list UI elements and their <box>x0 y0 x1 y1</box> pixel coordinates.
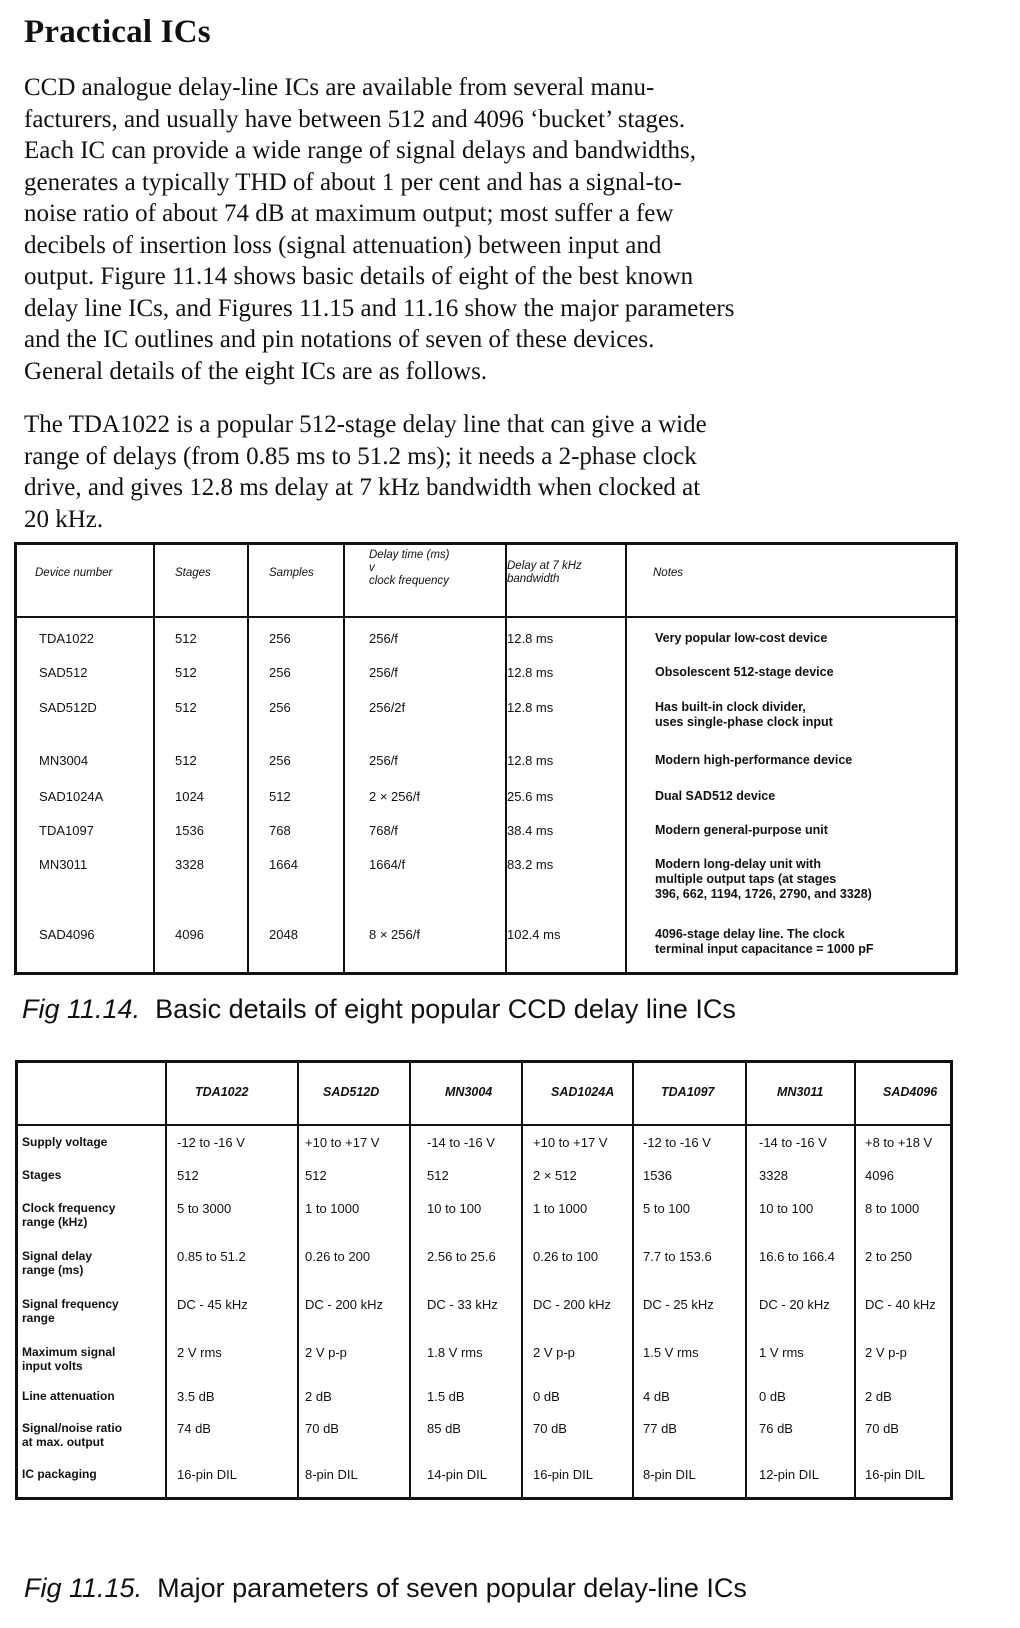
t1-d7-cell: 102.4 ms <box>507 927 561 942</box>
t1-stages-cell: 512 <box>175 700 197 715</box>
t2-value-cell: -14 to -16 V <box>759 1135 827 1150</box>
t2-value-cell: 2 to 250 <box>865 1249 912 1264</box>
t2-value-cell: 70 dB <box>865 1421 899 1436</box>
para1-line: noise ratio of about 74 dB at maximum output; most suffer a few <box>24 200 674 227</box>
t2-value-cell: 1.8 V rms <box>427 1345 483 1360</box>
para1-line: facturers, and usually have between 512 and 4096 ‘bucket’ stages. <box>24 105 686 133</box>
t2-value-cell: 1 V rms <box>759 1345 804 1360</box>
t2-value-cell: 12-pin DIL <box>759 1467 819 1482</box>
para1-line: Each IC can provide a wide range of signal delays and bandwidths, <box>24 137 697 164</box>
para1-line: and the IC outlines and pin notations of seven of these devices. <box>24 326 655 353</box>
t2-value-cell: DC - 40 kHz <box>865 1297 936 1312</box>
t2-value-cell: 0.85 to 51.2 <box>177 1249 246 1264</box>
figure-11-14-caption: Fig 11.14. Basic details of eight popular CCD delay line ICs <box>22 994 736 1024</box>
t2-value-cell: 3328 <box>759 1168 788 1183</box>
t2-value-cell: 0 dB <box>533 1389 560 1404</box>
t1-notes-cell: Modern long-delay unit with multiple output taps (at stages 396, 662, 1194, 1726, 2790, and 3328) <box>655 857 872 901</box>
t2-value-cell: 0.26 to 100 <box>533 1249 599 1264</box>
t1-stages-cell: 1536 <box>175 823 204 838</box>
t1-notes-cell: Modern general-purpose unit <box>655 823 828 837</box>
t2-value-cell: 14-pin DIL <box>427 1467 487 1482</box>
header-samples: Samples <box>269 567 314 579</box>
t2-value-cell: 4096 <box>865 1168 894 1183</box>
t2-value-cell: 8-pin DIL <box>643 1467 696 1482</box>
t1-device-cell: SAD1024A <box>39 789 104 804</box>
t2-value-cell: -12 to -16 V <box>643 1135 711 1150</box>
t1-stages-cell: 3328 <box>175 857 204 872</box>
t1-device-cell: TDA1022 <box>39 631 94 646</box>
t2-row-label: Signal/noise ratio at max. output <box>22 1421 123 1449</box>
t2-value-cell: 77 dB <box>643 1421 677 1436</box>
t1-device-cell: SAD512 <box>39 665 88 680</box>
t2-value-cell: 2 × 512 <box>533 1168 577 1183</box>
t2-row-label: Supply voltage <box>22 1135 108 1149</box>
t2-value-cell: 10 to 100 <box>759 1201 814 1216</box>
t2-column-header: TDA1022 <box>195 1085 249 1099</box>
t1-samples-cell: 768 <box>269 823 291 838</box>
t2-row-label: Clock frequency range (kHz) <box>22 1201 116 1229</box>
t1-stages-cell: 512 <box>175 753 197 768</box>
t2-value-cell: 10 to 100 <box>427 1201 482 1216</box>
t2-value-cell: 2 dB <box>305 1389 332 1404</box>
t1-stages-cell: 1024 <box>175 789 204 804</box>
t2-value-cell: +8 to +18 V <box>865 1135 933 1150</box>
tda1022-paragraph <box>24 409 912 535</box>
t2-value-cell: 512 <box>305 1168 327 1183</box>
t2-value-cell: 1 to 1000 <box>305 1201 360 1216</box>
major-parameters-table <box>15 1060 953 1500</box>
t2-value-cell: DC - 20 kHz <box>759 1297 830 1312</box>
t1-samples-cell: 2048 <box>269 927 298 942</box>
t2-row-label: Line attenuation <box>22 1389 115 1403</box>
t2-value-cell: 5 to 3000 <box>177 1201 232 1216</box>
t2-value-cell: 512 <box>177 1168 199 1183</box>
t2-value-cell: 512 <box>427 1168 449 1183</box>
t1-d7-cell: 83.2 ms <box>507 857 554 872</box>
t1-delay-cell: 8 × 256/f <box>369 927 420 942</box>
t1-samples-cell: 256 <box>269 631 291 646</box>
t1-notes-cell: 4096-stage delay line. The clock terminal input capacitance = 1000 pF <box>655 927 874 956</box>
t2-value-cell: 16.6 to 166.4 <box>759 1249 835 1264</box>
t2-value-cell: 16-pin DIL <box>865 1467 925 1482</box>
para2-line: The TDA1022 is a popular 512-stage delay line that can give a wide <box>24 411 707 438</box>
t2-value-cell: 16-pin DIL <box>177 1467 237 1482</box>
t1-delay-cell: 1664/f <box>369 857 406 872</box>
t2-value-cell: 74 dB <box>177 1421 211 1436</box>
t1-delay-cell: 256/2f <box>369 700 406 715</box>
t2-value-cell: 16-pin DIL <box>533 1467 593 1482</box>
t2-value-cell: DC - 45 kHz <box>177 1297 248 1312</box>
t2-value-cell: 8 to 1000 <box>865 1201 920 1216</box>
t2-column-header: MN3004 <box>445 1085 493 1099</box>
t2-value-cell: 1 to 1000 <box>533 1201 588 1216</box>
t1-device-cell: TDA1097 <box>39 823 94 838</box>
t2-value-cell: 3.5 dB <box>177 1389 215 1404</box>
t1-notes-cell: Dual SAD512 device <box>655 789 776 803</box>
t2-column-header: SAD4096 <box>883 1085 938 1099</box>
t2-row-label: Signal frequency range <box>22 1297 119 1325</box>
t1-delay-cell: 256/f <box>369 665 398 680</box>
t1-delay-cell: 256/f <box>369 753 398 768</box>
header-delay-time: Delay time (ms) v clock frequency <box>369 549 450 587</box>
t2-row-label: Stages <box>22 1168 62 1182</box>
t2-value-cell: +10 to +17 V <box>533 1135 608 1150</box>
t2-value-cell: 2 V p-p <box>305 1345 347 1360</box>
para1-line: delay line ICs, and Figures 11.15 and 11.16 show the major parameters <box>24 294 735 322</box>
t2-value-cell: DC - 33 kHz <box>427 1297 498 1312</box>
t1-notes-cell: Modern high-performance device <box>655 753 853 767</box>
header-stages: Stages <box>175 567 211 579</box>
t2-value-cell: 8-pin DIL <box>305 1467 358 1482</box>
intro-paragraph <box>24 72 912 387</box>
para2-line: drive, and gives 12.8 ms delay at 7 kHz bandwidth when clocked at <box>24 474 701 501</box>
t2-value-cell: 2 V rms <box>177 1345 222 1360</box>
t1-d7-cell: 12.8 ms <box>507 700 554 715</box>
t1-d7-cell: 12.8 ms <box>507 665 554 680</box>
t2-value-cell: 1.5 dB <box>427 1389 465 1404</box>
t2-column-header: MN3011 <box>777 1085 824 1099</box>
t2-column-header: SAD512D <box>323 1085 380 1099</box>
t1-device-cell: MN3011 <box>39 857 88 872</box>
t2-value-cell: DC - 200 kHz <box>533 1297 612 1312</box>
t2-row-label: Maximum signal input volts <box>22 1345 116 1373</box>
t2-value-cell: 7.7 to 153.6 <box>643 1249 712 1264</box>
t2-value-cell: 85 dB <box>427 1421 461 1436</box>
t1-delay-cell: 256/f <box>369 631 398 646</box>
figure-11-15-caption: Fig 11.15. Major parameters of seven popular delay-line ICs <box>24 1573 747 1603</box>
t1-delay-cell: 2 × 256/f <box>369 789 420 804</box>
para1-line: output. Figure 11.14 shows basic details of eight of the best known <box>24 263 694 290</box>
t1-device-cell: MN3004 <box>39 753 89 768</box>
basic-details-table <box>14 542 958 975</box>
t1-stages-cell: 512 <box>175 631 197 646</box>
t2-value-cell: 1.5 V rms <box>643 1345 699 1360</box>
t1-delay-cell: 768/f <box>369 823 398 838</box>
t1-device-cell: SAD4096 <box>39 927 95 942</box>
t1-samples-cell: 256 <box>269 700 291 715</box>
t2-value-cell: 2 dB <box>865 1389 892 1404</box>
t1-samples-cell: 256 <box>269 665 291 680</box>
section-heading: Practical ICs <box>24 14 211 50</box>
para2-line: range of delays (from 0.85 ms to 51.2 ms); it needs a 2-phase clock <box>24 442 697 470</box>
t2-value-cell: 2.56 to 25.6 <box>427 1249 496 1264</box>
t1-samples-cell: 512 <box>269 789 291 804</box>
t1-d7-cell: 38.4 ms <box>507 823 554 838</box>
t2-value-cell: 2 V p-p <box>533 1345 575 1360</box>
t2-value-cell: 1536 <box>643 1168 672 1183</box>
t1-d7-cell: 25.6 ms <box>507 789 554 804</box>
t2-value-cell: 76 dB <box>759 1421 793 1436</box>
t1-notes-cell: Very popular low-cost device <box>655 631 828 645</box>
t2-value-cell: 0.26 to 200 <box>305 1249 371 1264</box>
t2-column-header: SAD1024A <box>551 1085 615 1099</box>
para1-line: decibels of insertion loss (signal attenuation) between input and <box>24 231 662 259</box>
t1-stages-cell: 512 <box>175 665 197 680</box>
para1-line: CCD analogue delay-line ICs are available from several manu- <box>24 74 655 101</box>
header-notes: Notes <box>653 567 684 579</box>
t2-value-cell: DC - 25 kHz <box>643 1297 714 1312</box>
t1-stages-cell: 4096 <box>175 927 204 942</box>
t2-value-cell: 2 V p-p <box>865 1345 907 1360</box>
t2-value-cell: DC - 200 kHz <box>305 1297 384 1312</box>
t2-value-cell: 70 dB <box>305 1421 339 1436</box>
t1-samples-cell: 1664 <box>269 857 298 872</box>
para1-line: generates a typically THD of about 1 per cent and has a signal-to- <box>24 168 682 196</box>
t1-device-cell: SAD512D <box>39 700 97 715</box>
para1-line: General details of the eight ICs are as follows. <box>24 357 488 385</box>
t2-row-label: IC packaging <box>22 1467 97 1481</box>
t2-value-cell: 70 dB <box>533 1421 567 1436</box>
t2-value-cell: 4 dB <box>643 1389 670 1404</box>
para2-line: 20 kHz. <box>24 505 104 533</box>
t2-value-cell: 5 to 100 <box>643 1201 690 1216</box>
t2-value-cell: 0 dB <box>759 1389 786 1404</box>
t2-value-cell: -14 to -16 V <box>427 1135 495 1150</box>
t1-d7-cell: 12.8 ms <box>507 753 554 768</box>
t1-notes-cell: Has built-in clock divider, uses single-phase clock input <box>655 700 833 729</box>
t2-column-header: TDA1097 <box>661 1085 715 1099</box>
t2-value-cell: +10 to +17 V <box>305 1135 380 1150</box>
t1-samples-cell: 256 <box>269 753 291 768</box>
t2-value-cell: -12 to -16 V <box>177 1135 245 1150</box>
header-device-number: Device number <box>35 567 113 579</box>
t1-d7-cell: 12.8 ms <box>507 631 554 646</box>
t2-row-label: Signal delay range (ms) <box>22 1249 93 1277</box>
header-delay-7khz: Delay at 7 kHz bandwidth <box>507 560 582 585</box>
t1-notes-cell: Obsolescent 512-stage device <box>655 665 834 679</box>
